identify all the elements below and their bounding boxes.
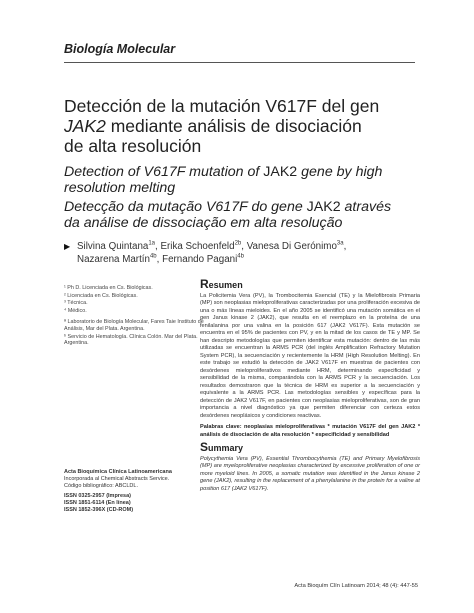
summary-heading-rest: ummary: [208, 443, 244, 453]
abstract-column: [200, 277, 420, 493]
affiliation-note: ª Laboratorio de Biología Molecular, Fares Taie Instituto de Análisis, Mar del Plata. Argentina.: [64, 319, 204, 332]
title-pt-line1: [64, 199, 424, 215]
title-pt-gene: JAK2: [306, 199, 341, 215]
issn-line: ISSN 1851-6114 (En línea): [64, 500, 131, 507]
author-affiliation: 3a: [336, 240, 344, 247]
header-rule: [64, 62, 415, 63]
journal-line: Incorporada al Chemical Abstracts Service.: [64, 476, 170, 483]
journal-info: [64, 469, 194, 515]
issn-line: ISSN 0325-2957 (Impresa): [64, 493, 131, 500]
title-en-part3: gene by high: [297, 164, 383, 180]
affiliation-note: ¹ Ph D. Licenciada en Cs. Biológicas.: [64, 285, 153, 291]
author-list: Silvina Quintana$^{1a}$, Erika Schoenfeld$^{2b}$, Vanesa Di Gerónimo$^{3a}$, Nazarena Martín$^{4b}$, Fernando Pagani$^{4b}$: [77, 240, 347, 265]
title-es-gene: JAK2: [64, 116, 106, 136]
summary-heading: [200, 440, 420, 454]
author-name: Vanesa Di Gerónimo: [246, 241, 337, 252]
author-name: Silvina Quintana: [77, 241, 149, 252]
author-affiliation: 1a: [148, 240, 156, 247]
title-es-line2-rest: mediante análisis de disociación: [105, 116, 362, 136]
title-portuguese: [64, 199, 424, 231]
affiliation-notes: [64, 285, 204, 348]
resumen-heading-cap: R: [200, 277, 209, 291]
title-es-line2: [64, 116, 424, 136]
journal-name: Acta Bioquímica Clínica Latinoamericana: [64, 469, 172, 475]
citation: Acta Bioquím Clín Latinoam 2014; 48 (4): 447-55: [294, 583, 418, 589]
resumen-heading-rest: esumen: [208, 280, 243, 290]
issn-line: ISSN 1852-396X (CD-ROM): [64, 507, 134, 514]
affiliation-note: ³ Técnica.: [64, 300, 88, 307]
author-name: Fernando Pagani: [162, 253, 238, 265]
section-heading: Biología Molecular: [64, 42, 176, 56]
keywords: Palabras clave: neoplasias mieloproliferativas * mutación V617F del gen JAK2 * análisis de disociación de alta resolución * especificidad y sensibilidad: [200, 424, 420, 438]
triangle-bullet-icon: ▶: [64, 242, 71, 251]
author-name: Erika Schoenfeld: [160, 241, 235, 252]
title-es-line3: de alta resolución: [64, 136, 202, 156]
resumen-heading: [200, 277, 420, 291]
author-affiliation: 2b: [234, 240, 242, 247]
author-affiliation: 4b: [149, 253, 157, 260]
summary-heading-cap: S: [200, 440, 209, 454]
title-en-line2: resolution melting: [64, 180, 176, 196]
title-en-line1: [64, 164, 424, 180]
title-english: [64, 164, 424, 196]
author-name: Nazarena Martín: [77, 253, 150, 265]
title-spanish: [64, 96, 424, 156]
title-pt-part3: através: [340, 199, 392, 215]
journal-line: Código bibliográfico: ABCLDL.: [64, 483, 138, 490]
affiliation-note: ⁴ Médico.: [64, 307, 87, 314]
affiliation-note: ᵇ Servicio de Hematología. Clínica Colón. Mar del Plata. Argentina.: [64, 333, 198, 347]
affiliation-note: ² Licenciada en Cs. Biológicas.: [64, 292, 138, 299]
title-en-gene: JAK2: [263, 164, 298, 180]
resumen-text: La Policitemia Vera (PV), la Trombocitemia Esencial (TE) y la Mielofibrosis Primaria (MP) son neoplasias mieloproliferativas caracterizadas por una proliferación excesiva de una o más líneas mieloides. En el año 2005 se identificó una mutación somática en el gen Janus kinase 2 (JAK2), que resulta en el reemplazo en la proteína de una fenilalanina por una valina en la posición 617 (JAK2 V617F). Esta mutación se encuentra en el 95% de pacientes con PV, y en la mitad de los casos de TE y MP. Se han descripto metodologías que permiten identificar esta mutación: dentro de las más utilizadas se encuentran la ARMS PCR (del inglés Amplification Refractory Mutation System PCR), la secuenciación y recientemente la HRM (High Resolution Melting). En este trabajo se estudió la detección de JAK2 V617F en muestras de pacientes con desórdenes mieloproliferativos mediante HRM, determinando especificidad y sensibilidad de la misma, comparándola con la ARMS PCR y la secuenciación. Los resultados demostraron que la técnica de HRM es superior a la secuenciación y equivalente a la ARMS PCR. Las metodologías sensibles y específicas para la detección de JAK2 V617F, en pacientes con neoplasias mieloproliferativas, son de gran importancia a nivel diagnóstico ya que permiten diferenciar con certeza estos desórdenes neoplásicos y condiciones reactivas.: [200, 292, 420, 419]
title-es-line1: Detección de la mutación V617F del gen: [64, 96, 380, 116]
title-en-part1: Detection of V617F mutation of: [64, 164, 264, 180]
summary-text: Polycythemia Vera (PV), Essential Thrombocythemia (TE) and Primary Myelofibrosis (MP) are myeloproliferative neoplasias characterized by excessive proliferation of one or more myeloid lines. In 2005, a somatic mutation was identified in the Janus kinase 2 gene (JAK2), resulting in the replacement of a phenylalanine in the protein for a valine at position 617 (JAK2 V617F).: [200, 455, 420, 492]
title-pt-part1: Detecção da mutação V617F do gene: [64, 199, 307, 215]
author-affiliation: 4b: [237, 253, 244, 260]
title-pt-line2: da análise de dissociação em alta resolução: [64, 215, 343, 231]
